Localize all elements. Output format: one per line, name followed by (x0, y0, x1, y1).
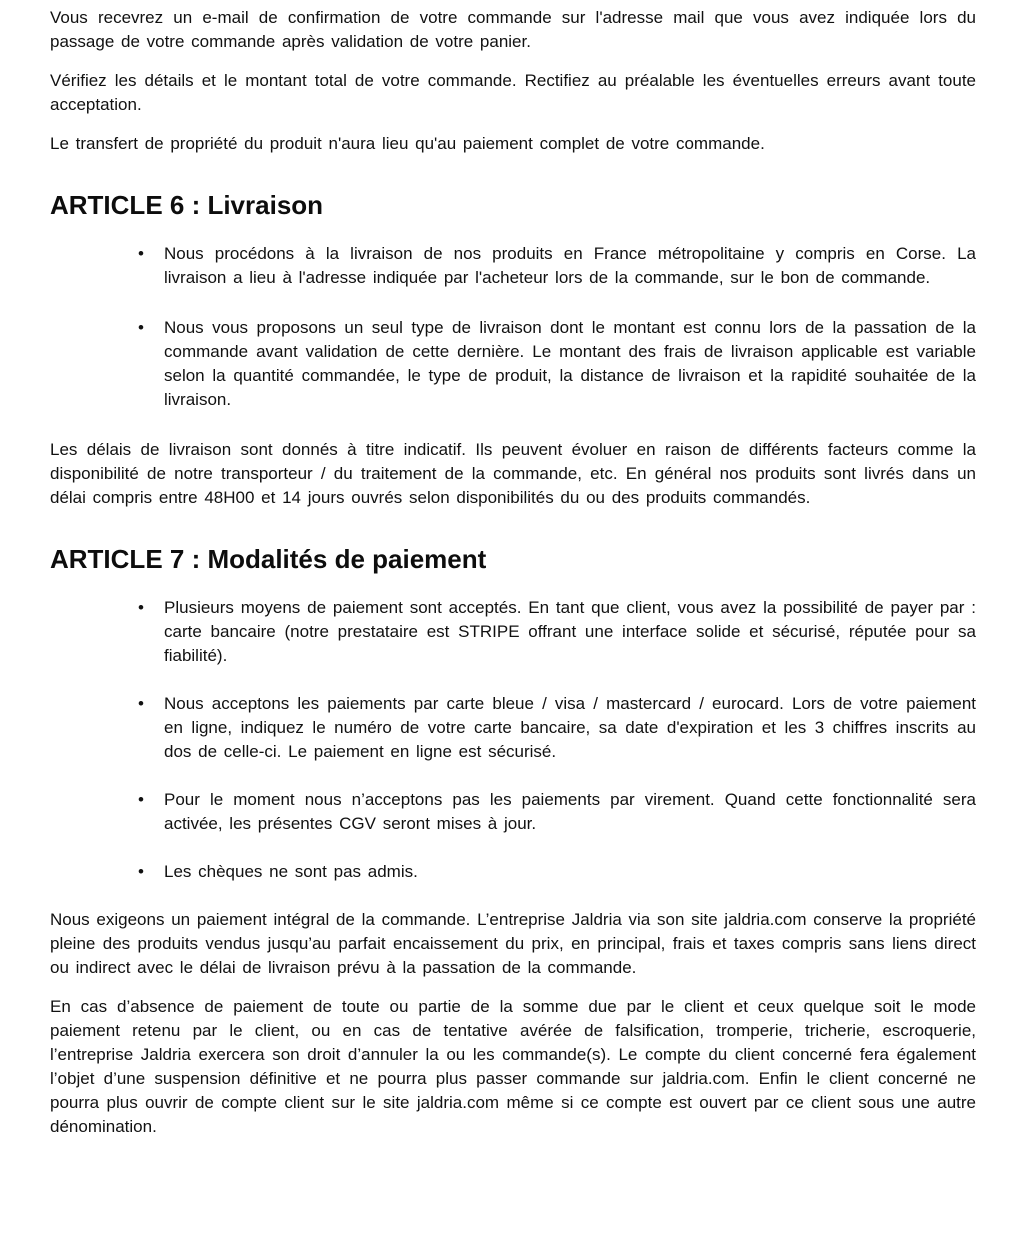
article7-bullet-list (50, 596, 976, 884)
article6-bullet-list (50, 242, 976, 412)
article6-paragraph-delays: Les délais de livraison sont donnés à titre indicatif. Ils peuvent évoluer en raison de différents facteurs comme la disponibilité de notre transporteur / du traitement de la commande, etc. En général nos produits sont livrés dans un délai compris entre 48H00 et 14 jours ouvrés selon disponibilités du ou des produits commandés. (50, 440, 976, 507)
article7-bullet-cards-accepted: • Nous acceptons les paiements par carte bleue / visa / mastercard / eurocard. Lors de votre paiement en ligne, indiquez le numéro de votre carte bancaire, sa date d'expiration et les 3 chiffres inscrits au dos de celle-ci. Le paiement en ligne est sécurisé. (138, 692, 976, 764)
article7-bullet-payment-means: • Plusieurs moyens de paiement sont acceptés. En tant que client, vous avez la possibilité de payer par : carte bancaire (notre prestataire est STRIPE offrant une interface solide et sécurisé, réputée pour sa fiabilité). (138, 596, 976, 668)
intro-paragraph-property-transfer: Le transfert de propriété du produit n'aura lieu qu'au paiement complet de votre commande. (50, 134, 765, 153)
article6-bullet-delivery-area: • Nous procédons à la livraison de nos produits en France métropolitaine y compris en Corse. La livraison a lieu à l'adresse indiquée par l'acheteur lors de la commande, sur le bon de commande. (138, 242, 976, 290)
intro-paragraph-confirmation-email: Vous recevrez un e-mail de confirmation de votre commande sur l'adresse mail que vous avez indiquée lors du passage de votre commande après validation de votre panier. (50, 8, 976, 51)
intro-paragraph-verify-order: Vérifiez les détails et le montant total de votre commande. Rectifiez au préalable les éventuelles erreurs avant toute acceptation. (50, 71, 976, 114)
article7-paragraph-nonpayment-consequences: En cas d’absence de paiement de toute ou partie de la somme due par le client et ceux quelque soit le mode paiement retenu par le client, ou en cas de tentative avérée de falsification, tromperie, tricherie, escroquerie, l’entreprise Jaldria exercera son droit d’annuler la ou les commande(s). Le compte du client concerné fera également l’objet d’une suspension définitive et ne pourra plus passer commande sur jaldria.com. Enfin le client concerné ne pourra plus ouvrir de compte client sur le site jaldria.com même si ce compte est ouvert par ce client sous une autre dénomination. (50, 997, 976, 1136)
article7-paragraph-full-payment: Nous exigeons un paiement intégral de la commande. L’entreprise Jaldria via son site jaldria.com conserve la propriété pleine des produits vendus jusqu’au parfait encaissement du prix, en principal, frais et taxes compris sans liens direct ou indirect avec le délai de livraison prévu à la passation de la commande. (50, 910, 976, 977)
article7-bullet-no-cheques: • Les chèques ne sont pas admis. (138, 860, 976, 884)
article6-bullet-delivery-type: • Nous vous proposons un seul type de livraison dont le montant est connu lors de la passation de la commande avant validation de cette dernière. Le montant des frais de livraison applicable est variable selon la quantité commandée, le type de produit, la distance de livraison et la rapidité souhaitée de la livraison. (138, 316, 976, 412)
article7-bullet-no-wire-transfer: • Pour le moment nous n’acceptons pas les paiements par virement. Quand cette fonctionnalité sera activée, les présentes CGV seront mises à jour. (138, 788, 976, 836)
article6-heading: ARTICLE 6 : Livraison (50, 190, 324, 220)
article7-heading: ARTICLE 7 : Modalités de paiement (50, 544, 487, 574)
